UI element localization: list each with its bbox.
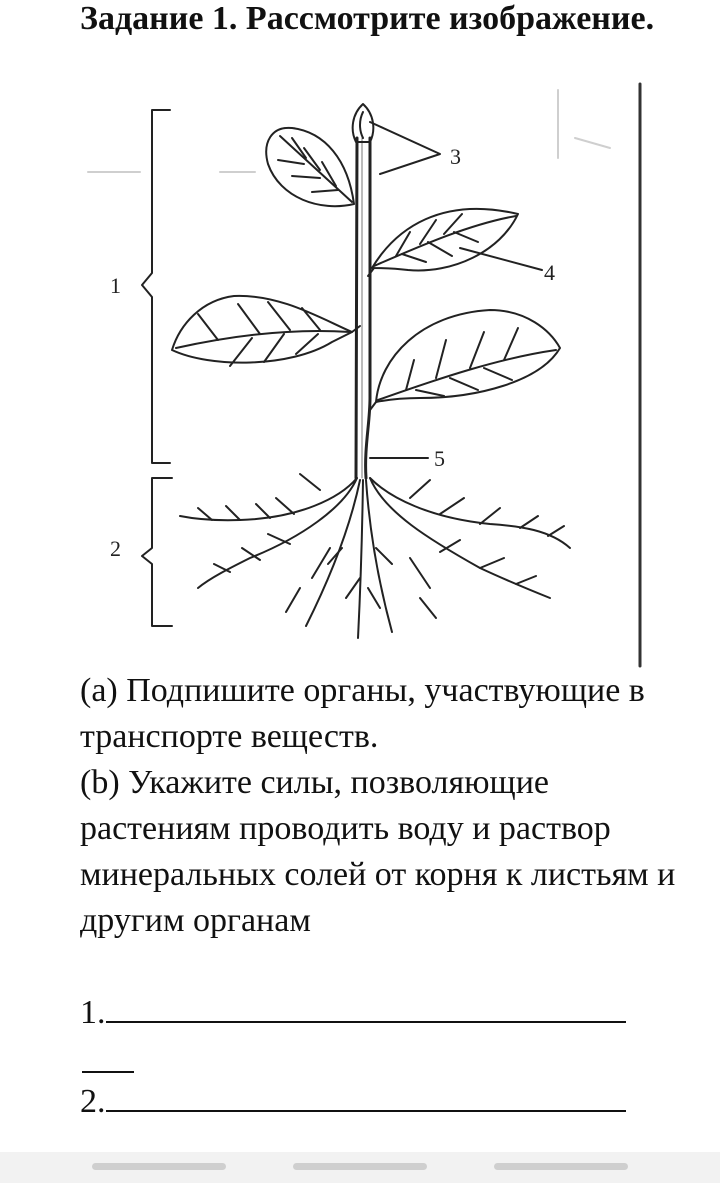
leaf-upper-right (368, 209, 518, 276)
label-4: 4 (544, 260, 555, 285)
answer-blank-1-continuation[interactable] (82, 1071, 134, 1073)
stem-edge (366, 138, 370, 478)
questions-block (80, 668, 700, 944)
answer-number-2: 2. (80, 1083, 106, 1120)
plant-diagram-svg (80, 78, 650, 668)
apical-bud-inner (360, 112, 363, 138)
root-system (180, 474, 570, 638)
leaf-middle-left (172, 296, 360, 366)
label-1: 1 (110, 273, 121, 298)
page-indicator-1[interactable] (92, 1163, 226, 1170)
question-b: (b) Укажите силы, позволяющие растениям проводить воду и раствор минеральных солей от корня к листьям и другим органам (80, 764, 676, 939)
answer-line-2[interactable] (80, 1079, 626, 1125)
page-indicator-3[interactable] (494, 1163, 628, 1170)
leaf-lower-right (370, 310, 560, 410)
label-2: 2 (110, 536, 121, 561)
label-3: 3 (450, 144, 461, 169)
bracket-root (142, 478, 172, 626)
bracket-shoot (142, 110, 170, 463)
label-5: 5 (434, 446, 445, 471)
answer-number-1: 1. (80, 994, 106, 1031)
scan-artifacts (88, 90, 610, 172)
bottom-navigation-bar (0, 1152, 720, 1183)
pointer-3 (370, 122, 440, 174)
answer-blank-2[interactable] (106, 1080, 626, 1112)
answer-line-1[interactable] (80, 990, 626, 1036)
plant-diagram (80, 78, 650, 668)
question-a: (a) Подпишите органы, участвующие в транспорте веществ. (80, 672, 645, 755)
page-indicator-2[interactable] (293, 1163, 427, 1170)
answer-blank-1[interactable] (106, 991, 626, 1023)
task-title (80, 0, 680, 44)
task-number: Задание 1 (80, 0, 229, 37)
leaf-top-left (266, 128, 354, 206)
stem (356, 138, 357, 478)
task-instruction: . Рассмотрите изображение. (228, 0, 655, 37)
